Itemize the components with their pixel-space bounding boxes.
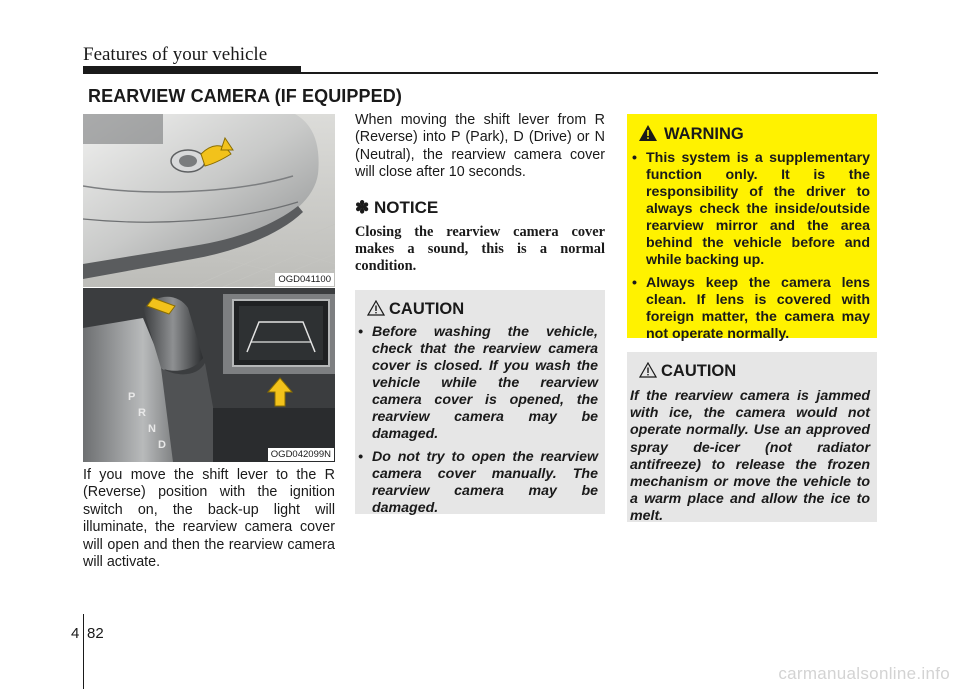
image-code-top: OGD041100 [275, 273, 334, 286]
shift-lever-photo [83, 288, 335, 462]
caution-triangle-icon [639, 362, 657, 378]
shift-letter-n: N [148, 423, 156, 435]
caution-list-middle [358, 324, 598, 523]
page-divider [83, 614, 84, 689]
watermark: carmanualsonline.info [778, 664, 950, 683]
chapter-number: 4 [71, 625, 80, 642]
rear-camera-photo [83, 114, 335, 287]
notice-text: Closing the rearview camera cover makes a sound, this is a normal condition. [355, 224, 605, 275]
warning-triangle-icon [638, 124, 658, 142]
shift-lever-illustration [83, 288, 335, 462]
header-rule-thin [83, 72, 878, 74]
warning-list [632, 150, 870, 349]
shift-letter-p: P [128, 391, 136, 403]
caution-item: • Do not try to open the rearview camera cover manually. The rearview camera may be damaged. [358, 449, 598, 517]
page-number: 82 [87, 625, 104, 642]
left-paragraph: If you move the shift lever to the R (Reverse) position with the ignition switch on, the back-up light will illuminate, the rearview camera cover will open and then the rearview camera will activate. [83, 467, 335, 571]
section-title: REARVIEW CAMERA (IF EQUIPPED) [88, 86, 402, 106]
shift-letter-r: R [138, 407, 146, 419]
notice-heading [355, 198, 438, 218]
caution-heading-middle: CAUTION [389, 300, 465, 318]
rear-bumper-illustration [83, 114, 335, 287]
header-title: Features of your vehicle [83, 44, 268, 65]
caution-panel-right [627, 352, 877, 525]
middle-paragraph: When moving the shift lever from R (Reverse) into P (Park), D (Drive) or N (Neutral), the rearview camera cover will close after 10 seconds. [355, 112, 605, 181]
warning-panel [627, 114, 877, 342]
caution-panel-middle [355, 290, 605, 514]
warning-item: • This system is a supplementary function only. It is the responsibility of the driver to always check the inside/outside rearview mirror and the area behind the vehicle before and while backing up. [632, 150, 870, 269]
image-code-bottom: OGD042099N [268, 448, 334, 461]
caution-triangle-icon [367, 300, 385, 316]
caution-heading-right: CAUTION [661, 362, 737, 380]
warning-item: • Always keep the camera lens clean. If lens is covered with foreign matter, the camera may not operate normally. [632, 275, 870, 343]
caution-item: • Before washing the vehicle, check that the rearview camera cover is closed. If you wash the vehicle while the rearview camera cover is opened, the rearview camera may be damaged. [358, 324, 598, 443]
notice-symbol-icon: ✽ [355, 198, 370, 217]
warning-heading: WARNING [664, 125, 744, 143]
caution-text-right: If the rearview camera is jammed with ice, the camera would not operate normally. Use an approved spray de-icer (not radiator antifreeze) to release the frozen mechanism or move the vehicle to a warm place and allow the ice to melt. [630, 388, 870, 525]
notice-heading-text: NOTICE [373, 198, 439, 217]
shift-letter-d: D [158, 439, 166, 451]
